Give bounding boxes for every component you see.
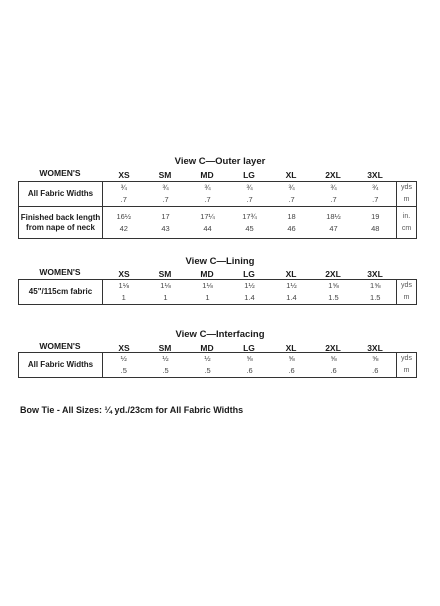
size-header-sm: SM (158, 170, 172, 180)
table-cell: 1½ 1.4 (271, 280, 313, 305)
table-cell: ⅝ .6 (355, 353, 397, 378)
lining-womens-label: WOMEN'S (39, 267, 81, 277)
bow-tie-note: Bow Tie - All Sizes: ¼ yd./23cm for All Fabric Widths (20, 405, 244, 415)
size-header-2xl: 2XL (325, 170, 341, 180)
row-label: All Fabric Widths (19, 353, 103, 378)
row-label: All Fabric Widths (19, 182, 103, 207)
table-cell: 17 43 (145, 207, 187, 239)
size-header-xl: XL (285, 269, 297, 279)
table-cell: ¾ .7 (313, 182, 355, 207)
table-row (19, 280, 417, 305)
size-header-md: MD (200, 269, 214, 279)
lining-table (18, 279, 417, 305)
size-header-lg: LG (243, 343, 255, 353)
lining-title: View C—Lining (185, 256, 255, 267)
table-cell: ½ .5 (187, 353, 229, 378)
table-row (19, 207, 417, 239)
table-cell: 19 48 (355, 207, 397, 239)
table-cell: 17¼ 44 (187, 207, 229, 239)
table-row (19, 353, 417, 378)
size-header-lg: LG (243, 269, 255, 279)
outer-layer-title: View C—Outer layer (174, 156, 266, 167)
size-header-xs: XS (118, 269, 130, 279)
table-cell: ¾ .7 (187, 182, 229, 207)
size-header-2xl: 2XL (325, 343, 341, 353)
table-cell: ½ .5 (145, 353, 187, 378)
table-cell: 1⅝ 1.5 (313, 280, 355, 305)
table-cell: 1⅛ 1 (103, 280, 145, 305)
size-header-xl: XL (285, 170, 297, 180)
size-header-md: MD (200, 170, 214, 180)
table-cell: ⅝ .6 (229, 353, 271, 378)
size-header-3xl: 3XL (367, 170, 383, 180)
unit-cell: yds m (397, 182, 417, 207)
table-cell: 1⅛ 1 (187, 280, 229, 305)
table-cell: ¾ .7 (271, 182, 313, 207)
table-cell: 16½ 42 (103, 207, 145, 239)
outer-layer-table (18, 181, 417, 239)
row-label: Finished back length from nape of neck (19, 207, 103, 239)
size-header-3xl: 3XL (367, 269, 383, 279)
table-cell: ⅝ .6 (313, 353, 355, 378)
table-cell: ⅝ .6 (271, 353, 313, 378)
size-header-md: MD (200, 343, 214, 353)
table-cell: 18½ 47 (313, 207, 355, 239)
size-header-lg: LG (243, 170, 255, 180)
size-header-xs: XS (118, 343, 130, 353)
interfacing-title: View C—Interfacing (175, 329, 265, 340)
table-cell: 1⅛ 1 (145, 280, 187, 305)
table-cell: ½ .5 (103, 353, 145, 378)
outer-womens-label: WOMEN'S (39, 168, 81, 178)
size-header-sm: SM (158, 343, 172, 353)
table-cell: 1½ 1.4 (229, 280, 271, 305)
table-row (19, 182, 417, 207)
row-label: 45"/115cm fabric (19, 280, 103, 305)
size-header-xl: XL (285, 343, 297, 353)
size-header-2xl: 2XL (325, 269, 341, 279)
table-cell: ¾ .7 (229, 182, 271, 207)
table-cell: 1⅝ 1.5 (355, 280, 397, 305)
size-header-3xl: 3XL (367, 343, 383, 353)
unit-cell: yds m (397, 353, 417, 378)
size-header-sm: SM (158, 269, 172, 279)
size-header-xs: XS (118, 170, 130, 180)
table-cell: 18 46 (271, 207, 313, 239)
table-cell: ¾ .7 (145, 182, 187, 207)
unit-cell: yds m (397, 280, 417, 305)
table-cell: ¾ .7 (103, 182, 145, 207)
table-cell: 17¾ 45 (229, 207, 271, 239)
interfacing-table (18, 352, 417, 378)
interfacing-womens-label: WOMEN'S (39, 341, 81, 351)
unit-cell: in. cm (397, 207, 417, 239)
table-cell: ¾ .7 (355, 182, 397, 207)
